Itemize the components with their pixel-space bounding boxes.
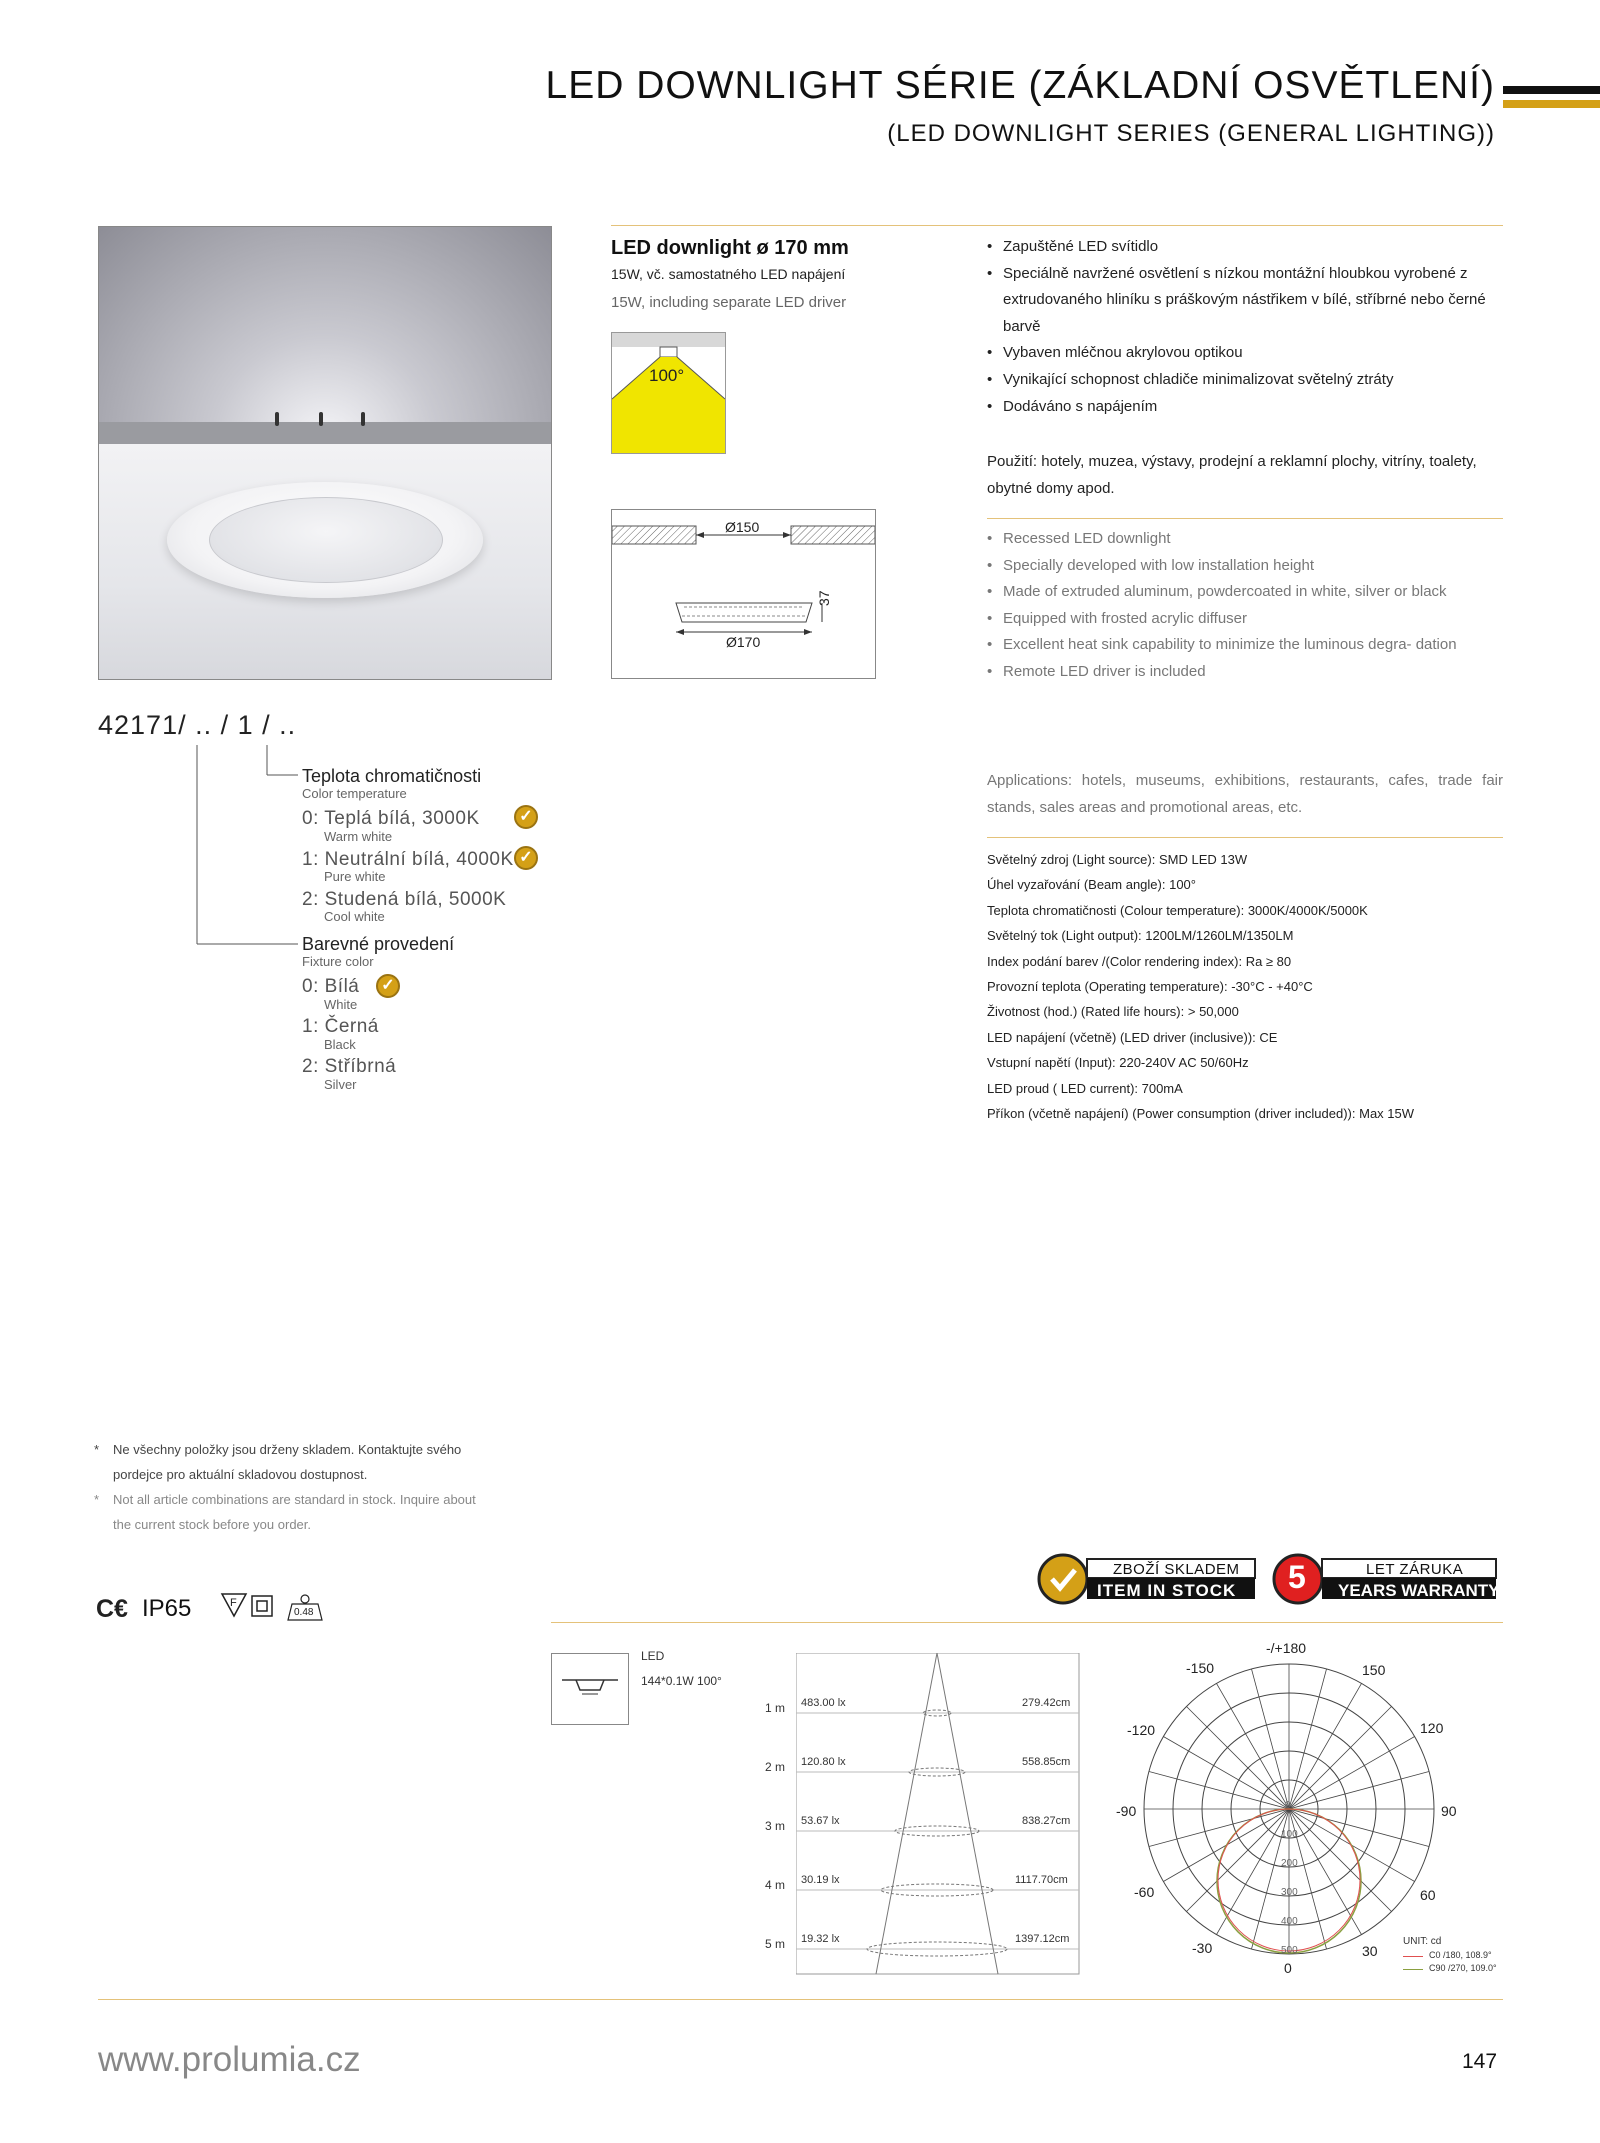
ip-rating: IP65 [142,1595,192,1622]
f-mark-icon [222,1594,246,1616]
fixture-color-option-1: 1: Černá [302,1016,379,1037]
distance-label: 3 m [765,1819,786,1833]
option-tree-lines [190,745,310,955]
usage-cz: Použití: hotely, muzea, výstavy, prodejní a reklamní plochy, vitríny, toalety, obytné domy apod. [987,453,1477,497]
fixture-color-option-2: 2: Stříbrná [302,1056,397,1077]
polar-angle-top: -/+180 [1266,1640,1307,1656]
feature-en-item: • Specially developed with low installation height [987,553,1503,580]
polar-angle-label: -150 [1186,1660,1215,1676]
polar-angle-label: 60 [1420,1887,1436,1903]
spec-line: Provozní teplota (Operating temperature): -30°C - +40°C [987,979,1313,995]
header-bar-black [1503,86,1600,94]
spec-line: Vstupní napětí (Input): 220-240V AC 50/60Hz [987,1055,1249,1071]
in-stock-check-icon: ✓ [514,846,538,870]
spec-line: Životnost (hod.) (Rated life hours): > 50,000 [987,1004,1239,1020]
feature-cz-item: • Speciálně navržené osvětlení s nízkou montážní hloubkou vyrobené z extrudovaného hliníku s práškovým nástřikem v bílé, stříbrné nebo černé barvě [987,261,1503,341]
lux-value: 120.80 lx [801,1756,846,1768]
color-temp-option-2: 2: Studená bílá, 5000K [302,889,507,910]
height-dimension: 37 [816,590,832,606]
polar-radial-label: 400 [1281,1916,1298,1927]
diameter-dimension: Ø170 [726,634,761,650]
diameter-value: 1397.12cm [1015,1933,1070,1945]
lux-value: 53.67 lx [801,1815,840,1827]
diameter-value: 1117.70cm [1015,1874,1068,1886]
beam-angle-label: 100° [649,366,685,385]
specifications [987,847,1503,1126]
header-bar-gold [1503,100,1600,108]
source-spec: 144*0.1W 100° [641,1674,722,1688]
fixture-color-heading-en: Fixture color [302,954,374,969]
in-stock-check-icon: ✓ [376,974,400,998]
polar-angle-label: 150 [1362,1662,1386,1678]
polar-unit: UNIT: cd [1403,1936,1442,1947]
stock-badge-en: ITEM IN STOCK [1097,1581,1237,1600]
diameter-value: 279.42cm [1022,1697,1071,1709]
legend-swatch-c90 [1403,1969,1423,1970]
fixture-color-heading: Barevné provedení [302,934,455,954]
class-ii-icon [252,1596,272,1616]
feature-en-item: • Recessed LED downlight [987,526,1503,553]
section-rule [987,518,1503,519]
distance-label: 1 m [765,1701,786,1715]
features-cz [987,234,1503,420]
feature-en-item: • Made of extruded aluminum, powdercoated in white, silver or black [987,579,1503,606]
features-en [987,526,1503,686]
svg-text:F: F [230,1597,237,1609]
beam-angle-diagram [611,332,726,454]
feature-cz-item: • Vynikající schopnost chladiče minimalizovat světelný ztráty [987,367,1503,394]
polar-radial-label: 0 [1285,1800,1291,1811]
distance-label: 5 m [765,1937,786,1951]
spec-line: Úhel vyzařování (Beam angle): 100° [987,877,1196,893]
spec-line: Index podání barev /(Color rendering index): Ra ≥ 80 [987,953,1292,969]
polar-radial-label: 100 [1281,1829,1298,1840]
warranty-badge-en: YEARS WARRANTY [1338,1581,1500,1600]
feature-cz-item: • Zapuštěné LED svítidlo [987,234,1503,261]
color-temp-option-0: 0: Teplá bílá, 3000K [302,808,480,829]
color-temp-option-0-sub: Warm white [324,829,393,844]
lux-value: 19.32 lx [801,1933,840,1945]
spec-line: LED proud ( LED current): 700mA [987,1080,1183,1096]
product-code: 42171/ .. / 1 / .. [98,710,297,740]
legend-c90: C90 /270, 109.0° [1429,1963,1497,1973]
fixture-color-option-0-sub: White [324,997,358,1012]
feature-en-item: • Remote LED driver is included [987,659,1503,686]
cert-icons [220,1592,340,1624]
diameter-value: 558.85cm [1022,1756,1071,1768]
polar-angle-label: -30 [1192,1940,1213,1956]
section-rule [611,225,1503,226]
distance-label: 4 m [765,1878,786,1892]
stock-badge-cz: ZBOŽÍ SKLADEM [1113,1561,1240,1578]
polar-angle-label: -90 [1116,1803,1137,1819]
in-stock-check-icon: ✓ [514,805,538,829]
section-rule [987,837,1503,838]
polar-angle-label: -120 [1127,1722,1156,1738]
spec-line: LED napájení (včetně) (LED driver (inclusive)): CE [987,1029,1278,1045]
color-temp-heading: Teplota chromatičnosti [302,766,482,786]
spec-line: Teplota chromatičnosti (Colour temperature): 3000K/4000K/5000K [987,902,1368,918]
warranty-badge-cz: LET ZÁRUKA [1366,1561,1464,1578]
color-temp-option-1-sub: Pure white [324,869,386,884]
page-number: 147 [1462,2050,1498,2073]
legend-swatch-c0 [1403,1956,1423,1957]
color-temp-heading-en: Color temperature [302,786,407,801]
note-en-line2: the current stock before you order. [113,1517,311,1532]
polar-angle-label: 30 [1362,1943,1378,1959]
note-cz-line2: pordejce pro aktuální skladovou dostupnost. [113,1467,368,1482]
source-label: LED [641,1649,665,1663]
polar-radial-label: 300 [1281,1887,1298,1898]
section-rule [551,1622,1503,1623]
polar-radial-label: 200 [1281,1858,1298,1869]
polar-angle-label: 0 [1284,1960,1292,1976]
note-en-line1: Not all article combinations are standard in stock. Inquire about [113,1492,476,1507]
ce-mark-icon: C€ [96,1595,128,1623]
product-subtitle-en: 15W, including separate LED driver [611,294,847,311]
footer-rule [98,1999,1503,2000]
light-source-icon [551,1653,629,1725]
fixture-color-option-0: 0: Bílá [302,976,360,997]
usage-en: Applications: hotels, museums, exhibitions, restaurants, cafes, trade fair stands, sales areas and promotional areas, etc. [987,772,1503,816]
page-title: LED DOWNLIGHT SÉRIE (ZÁKLADNÍ OSVĚTLENÍ) [545,64,1495,107]
spec-line: Světelný tok (Light output): 1200LM/1260LM/1350LM [987,928,1294,944]
note-asterisk: * [94,1492,100,1507]
weight-value: 0.48 [294,1607,314,1618]
polar-radial-label: 500 [1281,1945,1298,1956]
polar-angle-label: 120 [1420,1720,1444,1736]
diameter-value: 838.27cm [1022,1815,1071,1827]
product-title: LED downlight ø 170 mm [611,237,849,259]
legend-c0: C0 /180, 108.9° [1429,1950,1492,1960]
note-cz-line1: Ne všechny položky jsou drženy skladem. Kontaktujte svého [113,1442,462,1457]
lux-value: 30.19 lx [801,1874,840,1886]
color-temp-option-2-sub: Cool white [324,909,385,924]
feature-en-item: • Excellent heat sink capability to minimize the luminous degra- dation [987,632,1503,659]
polar-angle-label: 90 [1441,1803,1457,1819]
spec-line: Světelný zdroj (Light source): SMD LED 13W [987,852,1248,867]
distance-label: 2 m [765,1760,786,1774]
note-asterisk: * [94,1442,100,1457]
color-temp-option-1: 1: Neutrální bílá, 4000K [302,849,514,870]
polar-angle-label: -60 [1134,1884,1155,1900]
spec-line: Příkon (včetně napájení) (Power consumption (driver included)): Max 15W [987,1106,1415,1122]
fixture-color-option-1-sub: Black [324,1037,356,1052]
cutout-dimension: Ø150 [725,519,760,535]
product-subtitle-cz: 15W, vč. samostatného LED napájení [611,266,846,282]
dimension-drawing [611,509,876,679]
lux-value: 483.00 lx [801,1697,846,1709]
fixture-color-option-2-sub: Silver [324,1077,357,1092]
product-photo [98,226,552,680]
website-link[interactable]: www.prolumia.cz [98,2040,361,2079]
warranty-years: 5 [1288,1559,1306,1595]
feature-cz-item: • Vybaven mléčnou akrylovou optikou [987,340,1503,367]
page-subtitle: (LED DOWNLIGHT SERIES (GENERAL LIGHTING)) [887,120,1495,147]
feature-en-item: • Equipped with frosted acrylic diffuser [987,606,1503,633]
feature-cz-item: • Dodáváno s napájením [987,394,1503,421]
